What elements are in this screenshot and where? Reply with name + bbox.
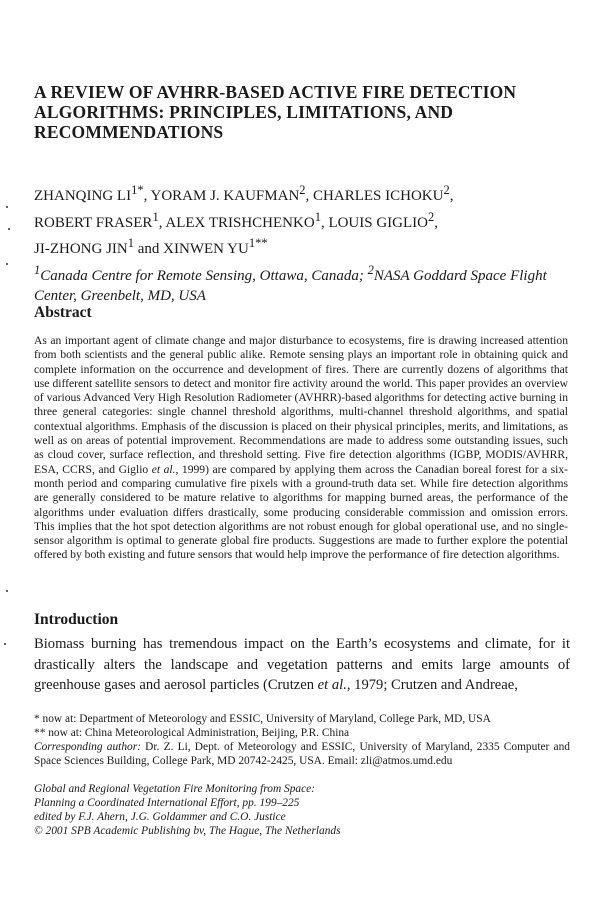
- scan-speck: [6, 263, 8, 265]
- scan-speck: [6, 206, 8, 208]
- abstract-etal: et al.: [151, 462, 176, 476]
- footnote-2: ** now at: China Meteorological Administration, Beijing, P.R. China: [34, 727, 350, 739]
- scan-speck: [6, 590, 8, 592]
- author-sep: ,: [434, 214, 439, 231]
- footnotes: [34, 712, 570, 768]
- intro-text: , 1979; Crutzen and Andreae,: [346, 677, 518, 693]
- author-sup: 1: [152, 209, 159, 224]
- abstract-heading: Abstract: [34, 304, 92, 321]
- author-name: ROBERT FRASER: [34, 214, 153, 231]
- author-name: , LOUIS GIGLIO: [320, 214, 429, 231]
- author-block: [34, 180, 574, 307]
- introduction-heading: Introduction: [34, 611, 119, 628]
- source-citation: [34, 782, 570, 838]
- corr-text: Dr. Z. Li, Dept. of Meteorology and ESSIC, University of Maryland, 2335 Computer and Space Sciences Building, College Park, MD 20742-2425, USA. Email: zli@atmos.umd.edu: [34, 741, 570, 767]
- corresponding-author: [34, 740, 570, 768]
- scan-speck: [4, 643, 6, 645]
- author-sep: ,: [449, 188, 454, 204]
- author-sup: 2: [443, 183, 450, 197]
- affil-text: Canada Centre for Remote Sensing, Ottawa, Canada;: [40, 267, 368, 284]
- source-line: edited by F.J. Ahern, J.G. Goldammer and C.O. Justice: [34, 811, 286, 823]
- author-name: JI-ZHONG JIN: [34, 241, 128, 257]
- abstract-body: [34, 334, 568, 563]
- author-name: , CHARLES ICHOKU: [305, 188, 444, 204]
- affil-sup: 1: [34, 262, 41, 277]
- abstract-text: As an important agent of climate change and major disturbance to ecosystems, fire is drawing increased attention from both scientists and the general public alike. Remote sensing plays an important role in obtaining quick and complete information on the occurrence and development of fires. There are currently dozens of algorithms that use different satellite sensors to detect and monitor fire activity around the world. This paper provides an overview of various Advanced Very High Resolution Radiometer (AVHRR)-based algorithms for detecting active burning in three general categories: single channel threshold algorithms, multi-channel threshold algorithms, and spatial contextual algorithms. Emphasis of the discussion is placed on their physical principles, merits, and limitations, as well as on areas of potential improvement. Recommendations are made to address some outstanding issues, such as cloud cover, surface reflection, and threshold setting. Five fire detection algorithms (IGBP, MODIS/AVHRR, ESA, CCRS, and Giglio: [34, 334, 568, 476]
- intro-etal: et al.: [317, 677, 347, 693]
- source-line: Global and Regional Vegetation Fire Monitoring from Space:: [34, 783, 316, 795]
- author-sup: 1: [127, 236, 134, 250]
- footnote-1: * now at: Department of Meteorology and ESSIC, University of Maryland, College Park, MD, USA: [34, 713, 491, 725]
- author-name: ZHANQING LI: [34, 188, 132, 204]
- author-name: , YORAM J. KAUFMAN: [143, 188, 300, 204]
- author-sup: 1**: [248, 236, 268, 250]
- abstract-text: , 1999) are compared by applying them across the Canadian boreal forest for a six-month period and comparing cumulative fire pixels with a ground-truth data set. While fire detection algorithms are generally considered to be mature relative to algorithms for mapping burned areas, the performance of the algorithms under evaluation differs drastically, some producing considerable commission and omission errors. This implies that the hot spot detection algorithms are not robust enough for global operational use, and no single-sensor algorithm is optimal to generate global fire products. Suggestions are made to further explore the potential offered by both existing and future sensors that would help improve the performance of fire detection algorithms.: [34, 462, 569, 562]
- source-line: © 2001 SPB Academic Publishing bv, The Hague, The Netherlands: [34, 825, 341, 837]
- author-sup: 1: [314, 209, 321, 224]
- author-sup: 1*: [131, 183, 144, 197]
- author-sup: 2: [428, 209, 435, 224]
- affil-sup: 2: [367, 262, 374, 277]
- intro-text: Biomass burning has tremendous impact on the Earth’s ecosystems and climate, for it drastically alters the landscape and vegetation patterns and emits large amounts of greenhouse gases and aerosol particles (Crutzen: [34, 636, 570, 693]
- author-sup: 2: [299, 183, 306, 197]
- corr-label: Corresponding author:: [34, 741, 141, 753]
- author-name: and XINWEN YU: [134, 241, 249, 257]
- paper-title: A REVIEW OF AVHRR-BASED ACTIVE FIRE DETECTION ALGORITHMS: PRINCIPLES, LIMITATIONS, AND RECOMMENDATIONS: [34, 82, 517, 142]
- affiliations: [34, 260, 574, 307]
- scan-speck: [8, 228, 10, 230]
- source-line: Planning a Coordinated International Effort, pp. 199–225: [34, 797, 300, 809]
- author-list: [34, 180, 574, 260]
- affil-text: NASA Goddard Space Flight Center, Greenbelt, MD, USA: [34, 267, 547, 304]
- introduction-body: [34, 634, 570, 696]
- author-name: , ALEX TRISHCHENKO: [158, 214, 315, 231]
